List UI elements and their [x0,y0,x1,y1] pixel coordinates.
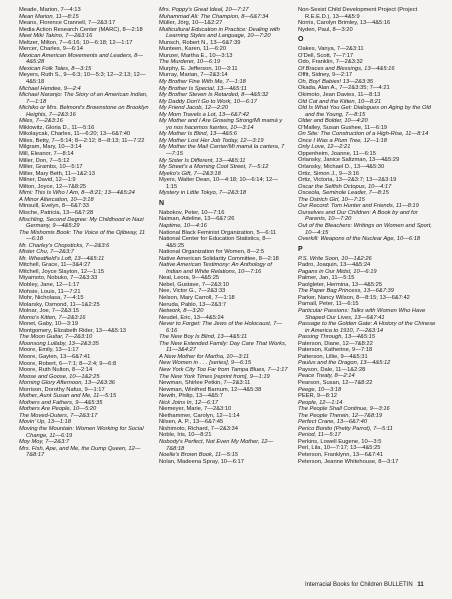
index-entry-text: Naiman, Adeline, 13—6&7:26 [159,216,235,223]
index-entry-text: Pearson, Susan, 12—7&8:22 [298,379,373,386]
index-entry-text: Moonsong Lullaby, 13—2&3:35 [19,340,99,347]
index-entry-text: Peterson, Jeanne Whitehouse, 8—3:17 [298,458,399,465]
index-entry-text: Mystery in Little Tokyo, 7—2&3:18 [159,190,247,197]
index-entry [298,210,436,223]
index-entry-text: National Center for Education Statistics, 8—4&5:25 [159,236,272,249]
index-entry [298,321,436,334]
index-entry-text: Myeko's Gift, 7—2&3:18 [159,170,221,177]
index-entry-text: Miller, Don, 7—5:12 [19,157,70,164]
index-entry-text: My Mom Travels a Lot, 13—6&7:42 [159,111,250,118]
index-entry-text: Nobody's Perfect, Not Even My Mother, 12—7&8:18 [159,439,274,452]
index-entry-text: Miller, Grambs, 10—5:17 [19,164,83,171]
index-entry-text: Miles, 7—2&3:16 [19,118,63,125]
index-entry-text: Overkill: Weapons of the Nuclear Age, 10—6:18 [298,236,421,243]
index-entry-text: My Mother Lost Her Job Today, 12—3:19 [159,137,264,144]
page-number: 11 [417,582,424,588]
index-entry-text: My Mother the Mail Carrier/Mi mamá la cartera, 7—7:15 [159,144,285,158]
index-entry-text: The People Shall Continue, 9—3:16 [298,406,390,413]
index-entry-text: Palmer, Jan, 11—5:15 [298,275,355,282]
index-entry-text: The Murderer, 10—6:19 [159,59,221,66]
index-entry-text: Paolgleter, Hermina, 13—4&5:25 [298,281,383,288]
index-entry-text: My Street's a Morning Cool Street, 7—5:12 [159,164,269,171]
index-entry-text: Once I Was a Plum Tree, 12—1:18 [298,137,387,144]
index-entry-text: Newman, Winifred Barnum, 12—4&5:38 [159,386,262,393]
index-entry-text: Network, 8—3:20 [159,308,204,315]
index-entry [19,53,149,66]
index-entry-text: Okada, Alan A., 7—2&3:35; 7—4:21 [298,85,390,92]
index-entry-text: Momo's Kitten, 7—2&3:16 [19,314,86,321]
index-entry-text: The Moved-Outers, 7—2&3:17 [19,412,98,419]
index-entry [19,426,149,439]
index-entry-text: Mother, Aunt Susan and Me, 11—5:15 [19,393,117,400]
index-entry-text: Moore, Robert, 6—7:1; 8—2:4; 9—6:8 [19,360,117,367]
index-entry-text: Mische, Patricia, 13—6&7:28 [19,209,94,216]
index-entry-text: The New Extended Family: Day Care That Works, 11—3&4:27 [159,340,287,354]
index-entry-text: Osceola, Seminole Leader, 7—8:15 [298,190,389,197]
index-entry-text: Molnar, Joe, 7—2&3:15 [19,308,80,315]
index-entry-text: Mohsie, Louis, 11—7:21 [19,288,81,295]
index-entry-text: Never to Forget: The Jews of the Holocaust, 7—6:16 [159,321,283,334]
index-entry [159,118,289,131]
index-entry [159,27,289,40]
index-entry-text: Non-Sexist Child Development Project (Project R.E.E.D.), 13—4&5:9 [298,7,418,20]
index-entry-text: Old Is What You Get: Dialogues on Aging by the Old and the Young, 7—8:15 [298,105,431,118]
index-entry-text: Peege, 10—3:18 [298,386,342,393]
index-entry-text: Pagans in Our Midst, 10—6:19 [298,268,377,275]
index-entry-text: Movin' Up, 13—1:18 [19,419,71,426]
index-entry-text: Meet Miki Takino, 7—2&3:16 [19,33,93,40]
index-entry-text: Nyden, Paul, 8—3:20 [298,26,353,33]
index-entry-text: National Black Feminist Organization, 5—6:11 [159,229,277,236]
index-entry-text: Native American Solidarity Committee, 8—2:18 [159,255,279,262]
index-entry-text: Patterson, Lillie, 9—4&5:31 [298,353,368,360]
index-entry-text: Neudel, Eric, 13—4&5:24 [159,314,224,321]
index-entry-text: Mill, Eleanor, 7—8:14 [19,151,74,158]
section-letter-n: N [159,199,165,207]
index-entry-text: Morrison, Dorothy Nafus, 9—1:17 [19,386,105,393]
index-entry-text: Mrs. Fish, Ape, and Me, the Dump Queen, 12—7&8:17 [19,445,141,459]
index-entry-text: Moy Moy, 7—2&3:7 [19,439,70,446]
index-entry-text: Mercer, Charles, 9—6:14 [19,46,83,53]
index-entry-text: O'Dell, Scott, 7—7:17 [298,52,354,59]
index-entry-text: Oscar the Selfish Octopus, 10—4:17 [298,183,392,190]
index-entry-text: Milton, Joyce, 12—7&8:25 [19,183,87,190]
index-entry-text: Mr. Wheatfield's Loft, 13—4&5:11 [19,255,105,262]
index-entry-text: Ortiz, Victoria, 13—2&3:7; 13—2&3:19 [298,177,397,184]
index-entry-text: Mitchell, Joyce Slayton, 12—1:15 [19,268,105,275]
index-entry-text: P.S. Write Soon, 10—1&2:26 [298,255,372,262]
index-entry-text: Moore, Emily, 13—1:17 [19,347,79,354]
index-entry-text: Ourselves and Our Children: A Book by and for Parents, 10—7:20 [298,209,418,223]
index-entry-text: Michael Hendee, 9—2:4 [19,85,81,92]
index-column-3 [298,7,436,465]
index-entry-text: Mohr, Nicholasa, 7—4:15 [19,295,84,302]
index-entry-text: Morning Glory Afternoon, 13—2&3:36 [19,380,115,387]
index-entry-text: Multicultural Education in Practice: Dealing with Learning Styles and Language, 10—7:20 [159,26,280,40]
index-entry-text: Miles, Betty, 7—5:14; 8—2:12; 8—8:13; 11—7:22 [19,137,145,144]
index-entry-text: Nilsen, A. P., 13—6&7:45 [159,419,224,426]
index-entry-text: Niethammer, Carolyn, 12—1:14 [159,412,240,419]
index-entry-text: Perico Bonito (Pretty Parrot), 7—5:11 [298,425,393,432]
index-entry-text: Offit, Sidney, 9—2:17 [298,72,353,79]
index-entry-text: Neruda, Pablo, 13—2&3:7 [159,301,227,308]
index-entry [159,262,289,275]
index-entry-text: Media Action Research Center (MARC), 8—2:18 [19,26,143,33]
index-entry-text: Nick Joins In, 12—6:17 [159,399,219,406]
index-entry [298,459,436,466]
index-entry-text: Mitchell, Grace, 11—3&4:27 [19,262,91,269]
index-entry-text: Neal, Leora, 9—4&5:25 [159,275,220,282]
index-entry-text: New Women in . . . [series], 9—6:15 [159,360,252,367]
index-entry-text: Perl, Lila, 10—7:17; 13—4&5:25 [298,445,381,452]
index-entry-text: A New Mother for Martha, 10—3:11 [159,353,250,360]
index-entry [298,223,436,236]
index-entry-text: Particular Passions: Talks with Women Who Have Shaped Our Lives, 13—6&7:41 [298,307,426,321]
index-entry-text: The Moon Guitar, 7—2&3:10 [19,334,93,341]
index-entry-text: Moore, Gaylen, 13—6&7:41 [19,353,91,360]
index-entry-text: Oh, Boy! Babies! 13—2&3:35 [298,78,374,85]
index-entry-text: Only Love, 12—2:21 [298,144,351,151]
index-entry-text: Nebel, Gustave, 7—2&3:10 [159,281,229,288]
page-footer [305,582,440,589]
index-entry-text: Passage to the Golden Gate: A History of the Chinese in America to 1910, 7—2&3:14 [298,321,436,334]
index-entry-text: My Sister Is Different, 13—4&5:11 [159,157,246,164]
index-entry-text: Old Cat and the Kitten, 10—8:21 [298,98,382,105]
index-entry-text: Müller, Jörg, 10—1&2:27 [159,20,223,27]
index-entry-text: National Organization for Women, 8—2:5 [159,249,265,256]
index-entry-text: Paulus and the Dragon, 13—4&5:12 [298,360,391,367]
index-entry-text: Perfect Crane, 13—6&7:40 [298,419,368,426]
index-entry-text: Parnall, Peter, 11—6:15 [298,301,359,308]
index-entry [159,341,289,354]
index-entry-text: Muhammad Ali: The Champion, 8—6&7:34 [159,13,269,20]
index-entry-text: Mimi: This Is Who I Am, 8—8:21; 13—4&5:24 [19,190,135,197]
index-entry [298,105,436,118]
index-entry-text: My Brother Is Special, 13—4&5:11 [159,85,247,92]
index-entry-text: The Paper Bag Princess, 13—6&7:39 [298,288,394,295]
index-entry-text: Period, 11—5:17 [298,432,341,439]
index-entry-text: Mothers and Fathers, 9—4&5:35 [19,399,103,406]
index-entry-text: Out of the Bleachers: Writings on Women and Sport, 10—4:15 [298,222,432,236]
index-entry-text: The Mishomis Book: The Voice of the Ojibway, 11—6:18 [19,229,146,243]
index-entry-text: Mrs. Poppy's Great Ideal, 10—7:17 [159,7,249,13]
index-entry-text: Nishimoto, Richard, 7—2&3:34 [159,425,238,432]
index-entry-text: My Brother Steven Is Retarded, 8—4&5:32 [159,92,269,99]
index-entry-text: On Site: The Construction of a High-Rise, 11—8:14 [298,131,429,138]
index-entry-text: Nelson, Mary Carroll, 7—1:18 [159,294,235,301]
index-entry-text: Nabokov, Peter, 10—7:16 [159,209,225,216]
index-entry-text: Mean Marion, 11—8:15 [19,13,79,20]
index-entry-text: Milgram, Mary, 10—3:14 [19,144,82,151]
index-entry-text: The Ostrich Girl, 10—7:15 [298,196,365,203]
index-entry-text: Montgomery, Elizabeth Rider, 13—4&5:13 [19,327,126,334]
index-entry-text: Of Braces and Blessings, 13—4&5:16 [298,65,395,72]
index-entry-text: My Daddy Don't Go to Work, 10—6:17 [159,98,257,105]
index-entry-text: Padro, Joaquin, 13—4&5:24 [298,262,371,269]
index-entry-text: Mobley, Jane, 12—1:17 [19,281,80,288]
index-entry-text: O'Malley, Susan Gushee, 11—6:19 [298,124,388,131]
index-entry-text: Moose and Goose, 10—1&2:25 [19,373,100,380]
index-entry-text: Moore, Ruth Nulton, 8—2:14 [19,367,93,374]
section-letter-p: P [298,245,303,253]
publication-name: Interracial Books for Children BULLETIN [305,582,413,588]
index-entry-text: Meyers, Ruth S., 9—6:3; 10—5:3; 12—2:13; 12—4&5:18 [19,72,146,86]
index-entry-text: Paterson, Katherine, 9—7:18 [298,347,373,354]
index-entry-text: Myers, Walter Dean, 10—4:18; 10—6:14; 12—1:15 [159,177,278,190]
index-entry-text: Okimoto, Jean Davies, 11—8:13 [298,92,381,99]
index-entry-text: Minsuill, Evelyn, 8—6&7:33 [19,203,89,210]
index-entry-text: Noelle's Brown Book, 11—5:15 [159,452,238,459]
index-entry-text: Michiko or Mrs. Belmont's Brownstone on Brooklyn Heights, 7—2&3:16 [19,105,149,118]
index-entry-text: Orlansky, Michael D., 13—4&5:30 [298,164,385,171]
index-entry [298,27,436,34]
index-entry [19,92,149,105]
index-entry-text: Newth, Philip, 13—4&5:7 [159,393,223,400]
index-entry [19,105,149,118]
index-entry-text: The New Boy Is Blind, 13—4&5:11 [159,334,248,341]
index-entry-text: Means, Florence Crannell, 7—2&3:17 [19,20,116,27]
index-entry-text: My Friend Jacob, 12—2:20 [159,105,229,112]
index-entry-text: Mexican Folk Tales, 8—3:15 [19,65,92,72]
index-entry-text: Michael Naranjo: The Story of an American Indian, 7—1:18 [19,92,148,105]
index-entry-text: Parker, Nancy Wilson, 8—8:15; 13—6&7:42 [298,294,410,301]
index-entry [298,236,436,243]
index-entry-text: Ortiz, Simon J., 9—3:16 [298,170,360,177]
index-entry-text: Newman, Shirlee Petkin, 7—2&3:11 [159,380,251,387]
index-entry-text: Older and Bolder, 10—4:20 [298,118,368,125]
index-entry [19,446,149,459]
index-entry-text: Nee, Victor G., 7—2&3:33 [159,288,226,295]
index-entry [19,217,149,230]
index-entry-text: Noble, Iris, 10—8:21 [159,432,212,439]
index-entry-text: People, 12—1:14 [298,399,343,406]
index-entry [159,236,289,249]
index-entry-text: Mister Chu, 7—2&3:7 [19,249,74,256]
index-entry-text: Mexican American Movements and Leaders, 8—4&5:28 [19,52,144,66]
index-entry-text: Murray, Marian, 7—2&3:14 [159,72,228,79]
index-entry-text: Paterson, Diane, 12—7&8:22 [298,340,373,347]
index-entry-text: Odo, Franklin, 7—2&3:32 [298,59,363,66]
index-entry-text: Peace Treaty, 8—2:14 [298,373,355,380]
index-entry-text: Norris, Carolyn Brimley, 13—4&5:16 [298,20,391,27]
index-entry-text: The New York Times [reprint from], 9—1:19 [159,373,270,380]
index-column-2 [159,7,289,465]
index-entry-text: Meade, Marion, 7—4:13 [19,7,81,13]
index-entry-text: Orlansky, Janice Saltzman, 13—4&5:29 [298,157,400,164]
index-entry-text: PEER, 9—8:12 [298,393,337,400]
index-entry-text: Passing Through, 13—4&5:15 [298,334,376,341]
index-entry-text: Miklowitz, Gloria D., 11—5:16 [19,124,95,131]
index-entry [298,7,436,20]
index-entry-text: Perkins, Lowell Eugene, 10—3:5 [298,438,382,445]
index-entry-text: Oppenheim, Joanne, 11—6:15 [298,150,376,157]
index-entry-text: Molarsky, Osmond, 11—1&2:25 [19,301,100,308]
index-entry [159,144,289,157]
index-entry-text: Mischling, Second Degree: My Childhood in Nazi Germany, 9—4&5:29 [19,216,144,230]
index-entry-text: Munzer, Martha E., 10—3:13 [159,52,233,59]
index-entry-text: New York City Too Far from Tampa Blues, 7—1:17 [159,366,288,373]
index-entry-text: Milner, David, 12—1:9 [19,177,76,184]
index-entry [19,72,149,85]
index-entry-text: Miyamoto, Nobuko, 7—2&3:33 [19,275,98,282]
index-entry [159,439,289,452]
index-entry [159,321,289,334]
index-entry-text: My Mother and I Are Growing Strong/Mi mamá y yo nos hacemos fuertes, 10—3:14 [159,118,283,131]
index-entry [298,308,436,321]
index-entry-text: Mr. Charley's Chopsticks, 7—2&3:6 [19,242,110,249]
index-entry-text: Munteen, Karen, 11—6:20 [159,46,227,53]
index-entry-text: My Mother Is Blind, 13—4&5:6 [159,131,237,138]
index-entry-text: Moving the Mountain: Women Working for Social Change, 11—6:19 [19,426,144,439]
index-entry-text: Mothers Are People, 10—5:20 [19,406,97,413]
index-entry-text: A Minor Altercation, 10—3:18 [19,196,94,203]
index-entry-text: Native American Testimony: An Anthology of Indian and White Relations, 10—7:16 [159,262,272,275]
section-letter-o: O [298,36,304,44]
index-entry [159,190,289,197]
index-entry [159,177,289,190]
index-entry [19,230,149,243]
index-column-1 [19,7,149,459]
index-entry-text: Miller, Mary Beth, 11—1&2:13 [19,170,95,177]
index-entry-text: Meltzer, Milton, 7—6:16; 10—6:18; 12—1:17 [19,39,133,46]
index-entry-text: Monet, Gaby, 10—3:19 [19,321,79,328]
index-entry-text: My Brother Fine With Me, 7—1:18 [159,79,246,86]
index-entry-text: Naptime, 10—4:16 [159,222,207,229]
index-entry-text: Peterson, Franklynn, 13—6&7:41 [298,452,384,458]
index-entry-text: The People Therein, 12—7&8:19 [298,412,383,419]
index-entry-text: Payson, Dale, 11—1&2:28 [298,366,366,373]
index-entry-text: Mikolaycak, Charles, 11—6:20; 13—6&7:40 [19,131,131,138]
index-entry [159,459,289,466]
index-entry-text: Munsch, Robert N., 13—6&7:39 [159,39,241,46]
index-entry-text: Our Record: Tom Hunter and Friends, 11—8:19 [298,203,419,210]
index-entry-text: Oakes, Vanya, 7—2&3:11 [298,46,364,53]
index-entry-text: Niemeyer, Marie, 7—2&3:10 [159,406,232,413]
index-entry-text: Murphy, E. Jefferson, 10—3:11 [159,65,238,72]
index-entry-text: Nolan, Madeena Spray, 10—6:17 [159,458,244,465]
